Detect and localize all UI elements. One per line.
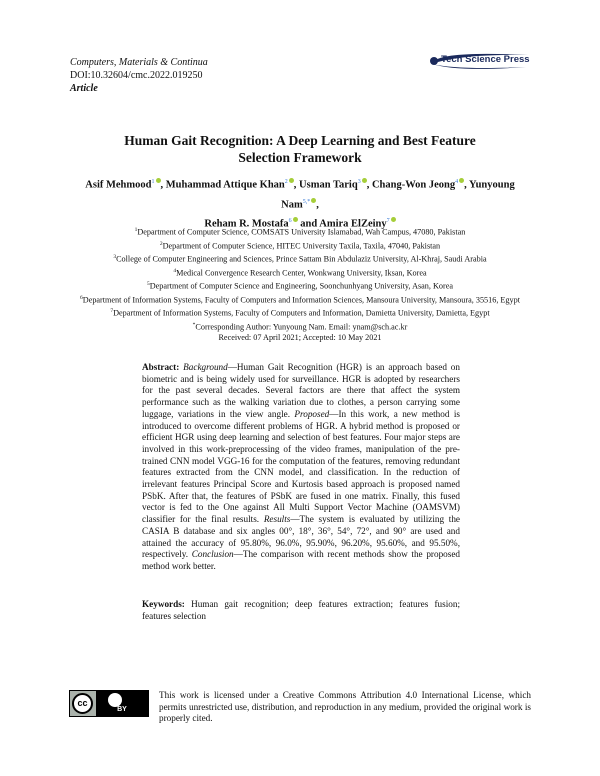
author-sup: 5,* bbox=[302, 198, 311, 205]
background-text: —Human Gait Recognition (HGR) is an approach based on biometric and is being widely used for surveillance. HGR is adopted by researchers for the past several decades. Several factors are there that affect the system performance such as the walking variation due to clothes, a person carrying some luggage, variations in the view angle. bbox=[142, 362, 460, 419]
proposed-label: Proposed bbox=[294, 408, 330, 419]
affiliation-text: Medical Convergence Research Center, Wonkwang University, Iksan, Korea bbox=[176, 268, 427, 278]
orcid-icon[interactable] bbox=[391, 217, 396, 222]
author-sup: 7 bbox=[386, 218, 390, 224]
conclusion-label: Conclusion bbox=[191, 549, 234, 560]
article-type: Article bbox=[70, 83, 98, 94]
affiliation bbox=[70, 266, 530, 280]
affiliation-sup: 6 bbox=[80, 294, 83, 301]
doi[interactable]: DOI:10.32604/cmc.2022.019250 bbox=[70, 70, 203, 81]
attribution-person-icon bbox=[108, 693, 122, 707]
affiliation bbox=[70, 279, 530, 293]
author-sup: 3 bbox=[357, 179, 361, 185]
affiliation-text: Department of Information Systems, Faculty of Computers and Information Sciences, Mansoura University, Mansoura, 35516, Egypt bbox=[82, 295, 520, 305]
license-text: This work is licensed under a Creative Commons Attribution 4.0 International License, which permits unrestricted use, distribution, and reproduction in any medium, provided the original work is properly cited. bbox=[159, 690, 531, 724]
affiliation-text: Department of Information Systems, Faculty of Computers and Information, Damietta University, Damietta, Egypt bbox=[113, 308, 490, 318]
author-sup: 4 bbox=[455, 179, 459, 185]
author-list: Asif Mehmood$^1$ , Muhammad Attique Khan$^2$ , Usman Tariq$^3$ , Chang-Won Jeong$^4$ , Yunyoung Nam$^{5,*}$ , Reham R. Mostafa$^6$ and Amira ElZeiny$^7$ bbox=[85, 179, 515, 230]
orcid-icon[interactable] bbox=[362, 178, 367, 183]
affiliation-text: Department of Computer Science and Engineering, Soonchunhyang University, Asan, Korea bbox=[149, 281, 453, 291]
affiliation-sup: 2 bbox=[159, 240, 163, 247]
cc-by-license-badge[interactable] bbox=[69, 690, 149, 717]
author-name: Asif Mehmood bbox=[85, 179, 152, 191]
orcid-icon[interactable] bbox=[459, 178, 464, 183]
author-name: Yunyoung Nam bbox=[281, 179, 515, 210]
author-name: Usman Tariq bbox=[299, 179, 358, 191]
orcid-icon[interactable] bbox=[289, 178, 294, 183]
affiliation-sup: 4 bbox=[173, 267, 177, 274]
affiliation-sup: 5 bbox=[147, 281, 150, 288]
affiliation-sup: 7 bbox=[110, 308, 114, 315]
affiliation-text: Department of Computer Science, HITEC University Taxila, Taxila, 47040, Pakistan bbox=[162, 241, 441, 251]
affiliation-text: Department of Computer Science, COMSATS University Islamabad, Wah Campus, 47080, Pakistan bbox=[137, 227, 466, 237]
abstract bbox=[142, 362, 460, 573]
affiliation bbox=[70, 306, 530, 320]
affiliation-text: College of Computer Engineering and Sciences, Prince Sattam Bin Abdulaziz University, Al-Khraj, Saudi Arabia bbox=[116, 254, 487, 264]
orcid-icon[interactable] bbox=[293, 217, 298, 222]
affiliation bbox=[70, 293, 530, 307]
affiliation-sup: * bbox=[192, 321, 196, 328]
journal-name: Computers, Materials & Continua bbox=[70, 57, 208, 68]
title-line: Selection Framework bbox=[238, 150, 362, 165]
journal-header bbox=[70, 56, 208, 95]
author-sup: 1 bbox=[151, 179, 155, 185]
corresponding-author-text[interactable]: Corresponding Author: Yunyoung Nam. Email: ynam@sch.ac.kr bbox=[195, 322, 408, 332]
corresponding-author bbox=[70, 320, 530, 334]
author-name: Muhammad Attique Khan bbox=[165, 179, 285, 191]
author-name: Amira ElZeiny bbox=[319, 218, 387, 230]
background-label: Background bbox=[183, 362, 228, 372]
title-line: Human Gait Recognition: A Deep Learning and Best Feature bbox=[124, 133, 476, 148]
creative-commons-icon: cc bbox=[72, 693, 93, 714]
keywords-label: Keywords: bbox=[142, 599, 185, 609]
affiliation-list bbox=[70, 225, 530, 344]
affiliation bbox=[70, 239, 530, 253]
author-sup: 6 bbox=[288, 218, 292, 224]
publisher-name: Tech Science Press bbox=[441, 54, 530, 65]
conclusion-text: —The comparison with recent methods show the proposed method work better. bbox=[142, 549, 460, 571]
affiliation bbox=[70, 225, 530, 239]
results-text: —The system is evaluated by utilizing the CASIA B database and six angles 00°, 18°, 36°, 54°, 72°, and 90° are used and attained the accuracy of 95.80%, 96.0%, 95.90%, 96.20%, 95.60%, and 95.50%, respectively. bbox=[142, 514, 461, 560]
abstract-label: Abstract: bbox=[142, 362, 180, 372]
keywords bbox=[142, 599, 460, 622]
keywords-text: Human gait recognition; deep features extraction; features fusion; features selection bbox=[142, 599, 461, 621]
received-accepted-dates: Received: 07 April 2021; Accepted: 10 May 2021 bbox=[218, 333, 382, 343]
by-label: BY bbox=[117, 706, 127, 713]
affiliation-sup: 3 bbox=[113, 254, 117, 261]
affiliation-sup: 1 bbox=[134, 227, 138, 233]
author-name: Chang-Won Jeong bbox=[371, 179, 456, 191]
orcid-icon[interactable] bbox=[156, 178, 161, 183]
author-sup: 2 bbox=[284, 179, 288, 185]
author-name: Reham R. Mostafa bbox=[204, 218, 289, 230]
proposed-text: —In this work, a new method is introduced to overcome different problems of HGR. A hybrid method is proposed or efficient HGR using deep learning and selection of best features. Four major steps are involved in this work-preprocessing of the video frames, manipulation of the pre-trained CNN model VGG-16 for the computation of the features, removing redundant features extracted from the CNN model, and classification. In the reduction of irrelevant features Principal Score and Kurtosis based approach is proposed named PSbK. After that, the features of PSbK are fused in one matrix. Finally, this fused vector is fed to the One against All Multi Support Vector Machine (OAMSVM) classifier for the final results. bbox=[142, 408, 460, 525]
results-label: Results bbox=[263, 514, 291, 525]
orcid-icon[interactable] bbox=[311, 198, 316, 203]
affiliation bbox=[70, 252, 530, 266]
paper-title bbox=[90, 132, 510, 166]
